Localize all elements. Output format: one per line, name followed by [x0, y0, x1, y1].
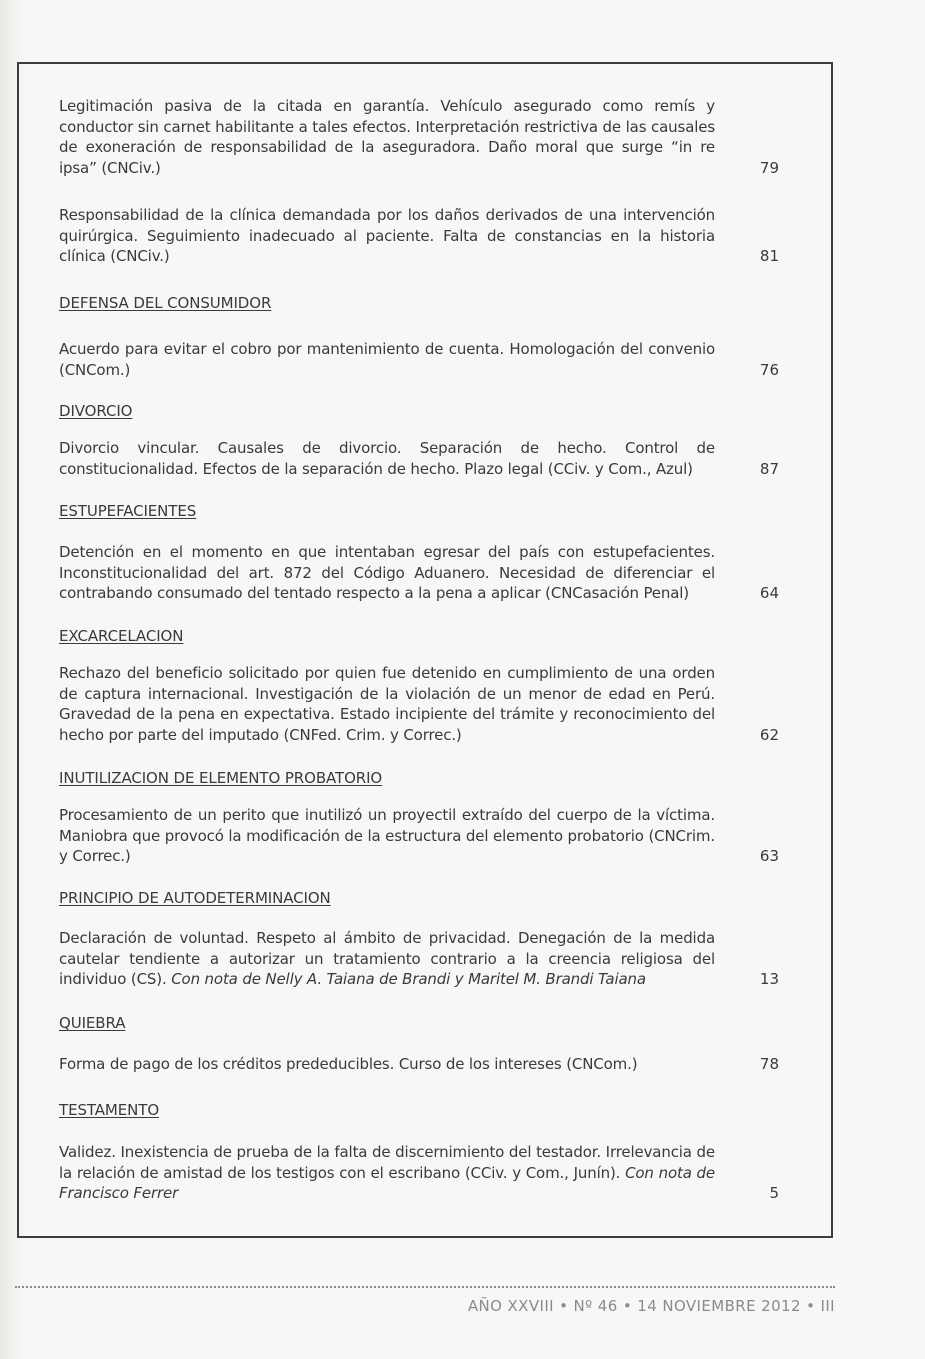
section-heading: EXCARCELACION [59, 627, 184, 645]
index-entry [59, 805, 779, 867]
entry-note: Con nota de Francisco Ferrer [59, 1163, 715, 1203]
index-entry [59, 339, 779, 380]
entry-page-number: 78 [759, 1055, 779, 1073]
section-heading: INUTILIZACION DE ELEMENTO PROBATORIO [59, 769, 383, 787]
index-entry [59, 1142, 779, 1204]
entry-text [59, 928, 715, 990]
entry-text-main: Declaración de voluntad. Respeto al ámbito de privacidad. Denegación de la medida cautelar tendiente a autorizar un tratamiento contrario a la creencia religiosa del individuo (CS). [59, 929, 715, 989]
entry-text: Divorcio vincular. Causales de divorcio. Separación de hecho. Control de constitucionalidad. Efectos de la separación de hecho. Plazo legal (CCiv. y Com., Azul) [59, 439, 715, 478]
entry-text: Rechazo del beneficio solicitado por quien fue detenido en cumplimiento de una orden de captura internacional. Investigación de la violación de un menor de edad en Perú. Gravedad de la pena en expectativa. Estado incipiente del trámite y reconocimiento del hecho por parte del imputado (CNFed. Crim. y Correc.) [59, 664, 715, 745]
entry-page-number: 13 [759, 970, 779, 989]
entry-page-number: 76 [759, 360, 779, 379]
index-entry [59, 96, 779, 179]
entry-page-number: 87 [759, 459, 779, 478]
index-entry [59, 1054, 779, 1075]
entry-text: Responsabilidad de la clínica demandada por los daños derivados de una intervención quirúrgica. Seguimiento inadecuado al paciente. Falta de constancias en la historia clínica (CNCiv.) [59, 206, 715, 266]
section-heading: DEFENSA DEL CONSUMIDOR [59, 294, 272, 312]
section-heading: QUIEBRA [59, 1014, 126, 1032]
entry-page-number: 5 [769, 1184, 779, 1203]
index-entry [59, 928, 779, 990]
entry-text: Detención en el momento en que intentaban egresar del país con estupefacientes. Inconstitucionalidad del art. 872 del Código Aduanero. Necesidad de diferenciar el contrabando consumado del tentado respecto a la pena a aplicar (CNCasación Penal) [59, 543, 715, 603]
entry-text [59, 1142, 715, 1204]
entry-text: Procesamiento de un perito que inutilizó un proyectil extraído del cuerpo de la víctima. Maniobra que provocó la modificación de la estructura del elemento probatorio (CNCrim. y Correc.) [59, 806, 715, 866]
section-heading: ESTUPEFACIENTES [59, 502, 197, 520]
index-entry [59, 663, 779, 746]
entry-page-number: 64 [759, 584, 779, 603]
footer-divider [15, 1286, 835, 1288]
entry-text: Legitimación pasiva de la citada en garantía. Vehículo asegurado como remís y conductor sin carnet habilitante a tales efectos. Interpretación restrictiva de las causales de exoneración de responsabilidad de la aseguradora. Daño moral que surge “in re ipsa” (CNCiv.) [59, 97, 715, 178]
section-heading: DIVORCIO [59, 402, 133, 420]
section-heading: TESTAMENTO [59, 1101, 160, 1119]
index-entry [59, 205, 779, 267]
entry-page-number: 81 [759, 247, 779, 266]
entry-text: Acuerdo para evitar el cobro por mantenimiento de cuenta. Homologación del convenio (CNCom.) [59, 340, 715, 379]
entry-page-number: 62 [759, 726, 779, 745]
entry-page-number: 63 [759, 847, 779, 866]
entry-note: Con nota de Nelly A. Taiana de Brandi y Maritel M. Brandi Taiana [171, 970, 646, 989]
section-heading: PRINCIPIO DE AUTODETERMINACION [59, 889, 331, 907]
index-entry [59, 542, 779, 604]
page-footer: AÑO XXVIII • Nº 46 • 14 NOVIEMBRE 2012 • III [467, 1297, 835, 1315]
entry-page-number: 79 [759, 159, 779, 178]
entry-text-main: Validez. Inexistencia de prueba de la falta de discernimiento del testador. Irrelevancia de la relación de amistad de los testigos con el escribano (CCiv. y Com., Junín). [59, 1143, 715, 1182]
entry-text: Forma de pago de los créditos prededucibles. Curso de los intereses (CNCom.) [59, 1055, 638, 1073]
index-entry [59, 438, 779, 479]
